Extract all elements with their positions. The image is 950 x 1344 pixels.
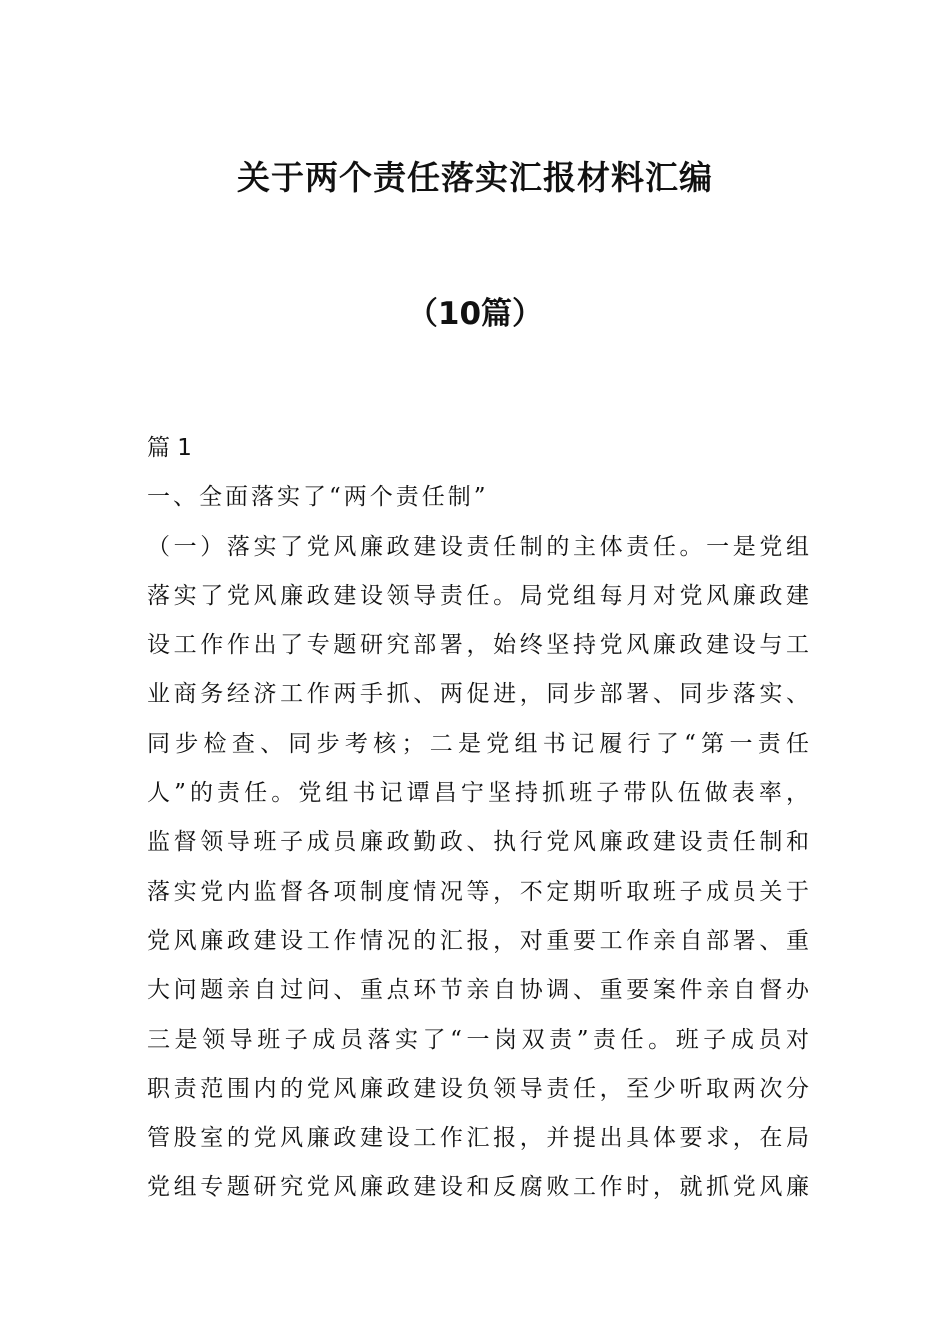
paragraph-line: 管股室的党风廉政建设工作汇报，并提出具体要求，在局 [147, 1125, 809, 1152]
document-subtitle: （10篇） [406, 296, 544, 332]
section-label: 篇 1 [147, 435, 192, 461]
section-heading: 一、全面落实了“两个责任制” [147, 484, 489, 511]
paragraph-line: 监督领导班子成员廉政勤政、执行党风廉政建设责任制和 [147, 829, 809, 856]
paragraph-line: 设工作作出了专题研究部署，始终坚持党风廉政建设与工 [147, 632, 809, 659]
paragraph-line: 大问题亲自过问、重点环节亲自协调、重要案件亲自督办 [147, 977, 809, 1004]
document-body [147, 428, 809, 1217]
paragraph-line: 三是领导班子成员落实了“一岗双责”责任。班子成员对 [147, 1026, 809, 1053]
paragraph-line: 同步检查、同步考核；二是党组书记履行了“第一责任 [147, 730, 809, 757]
paragraph-line: 业商务经济工作两手抓、两促进，同步部署、同步落实、 [147, 681, 809, 708]
document-title: 关于两个责任落实汇报材料汇编 [237, 158, 713, 197]
paragraph-line: 落实党内监督各项制度情况等，不定期听取班子成员关于 [147, 878, 809, 905]
paragraph-line: 职责范围内的党风廉政建设负领导责任，至少听取两次分 [147, 1075, 809, 1102]
paragraph-line: （一）落实了党风廉政建设责任制的主体责任。一是党组 [147, 533, 809, 560]
paragraph-line: 人”的责任。党组书记谭昌宁坚持抓班子带队伍做表率， [147, 780, 809, 807]
paragraph-line: 落实了党风廉政建设领导责任。局党组每月对党风廉政建 [147, 582, 809, 609]
paragraph-line: 党组专题研究党风廉政建设和反腐败工作时，就抓党风廉 [147, 1174, 809, 1201]
paragraph-line: 党风廉政建设工作情况的汇报，对重要工作亲自部署、重 [147, 927, 809, 954]
